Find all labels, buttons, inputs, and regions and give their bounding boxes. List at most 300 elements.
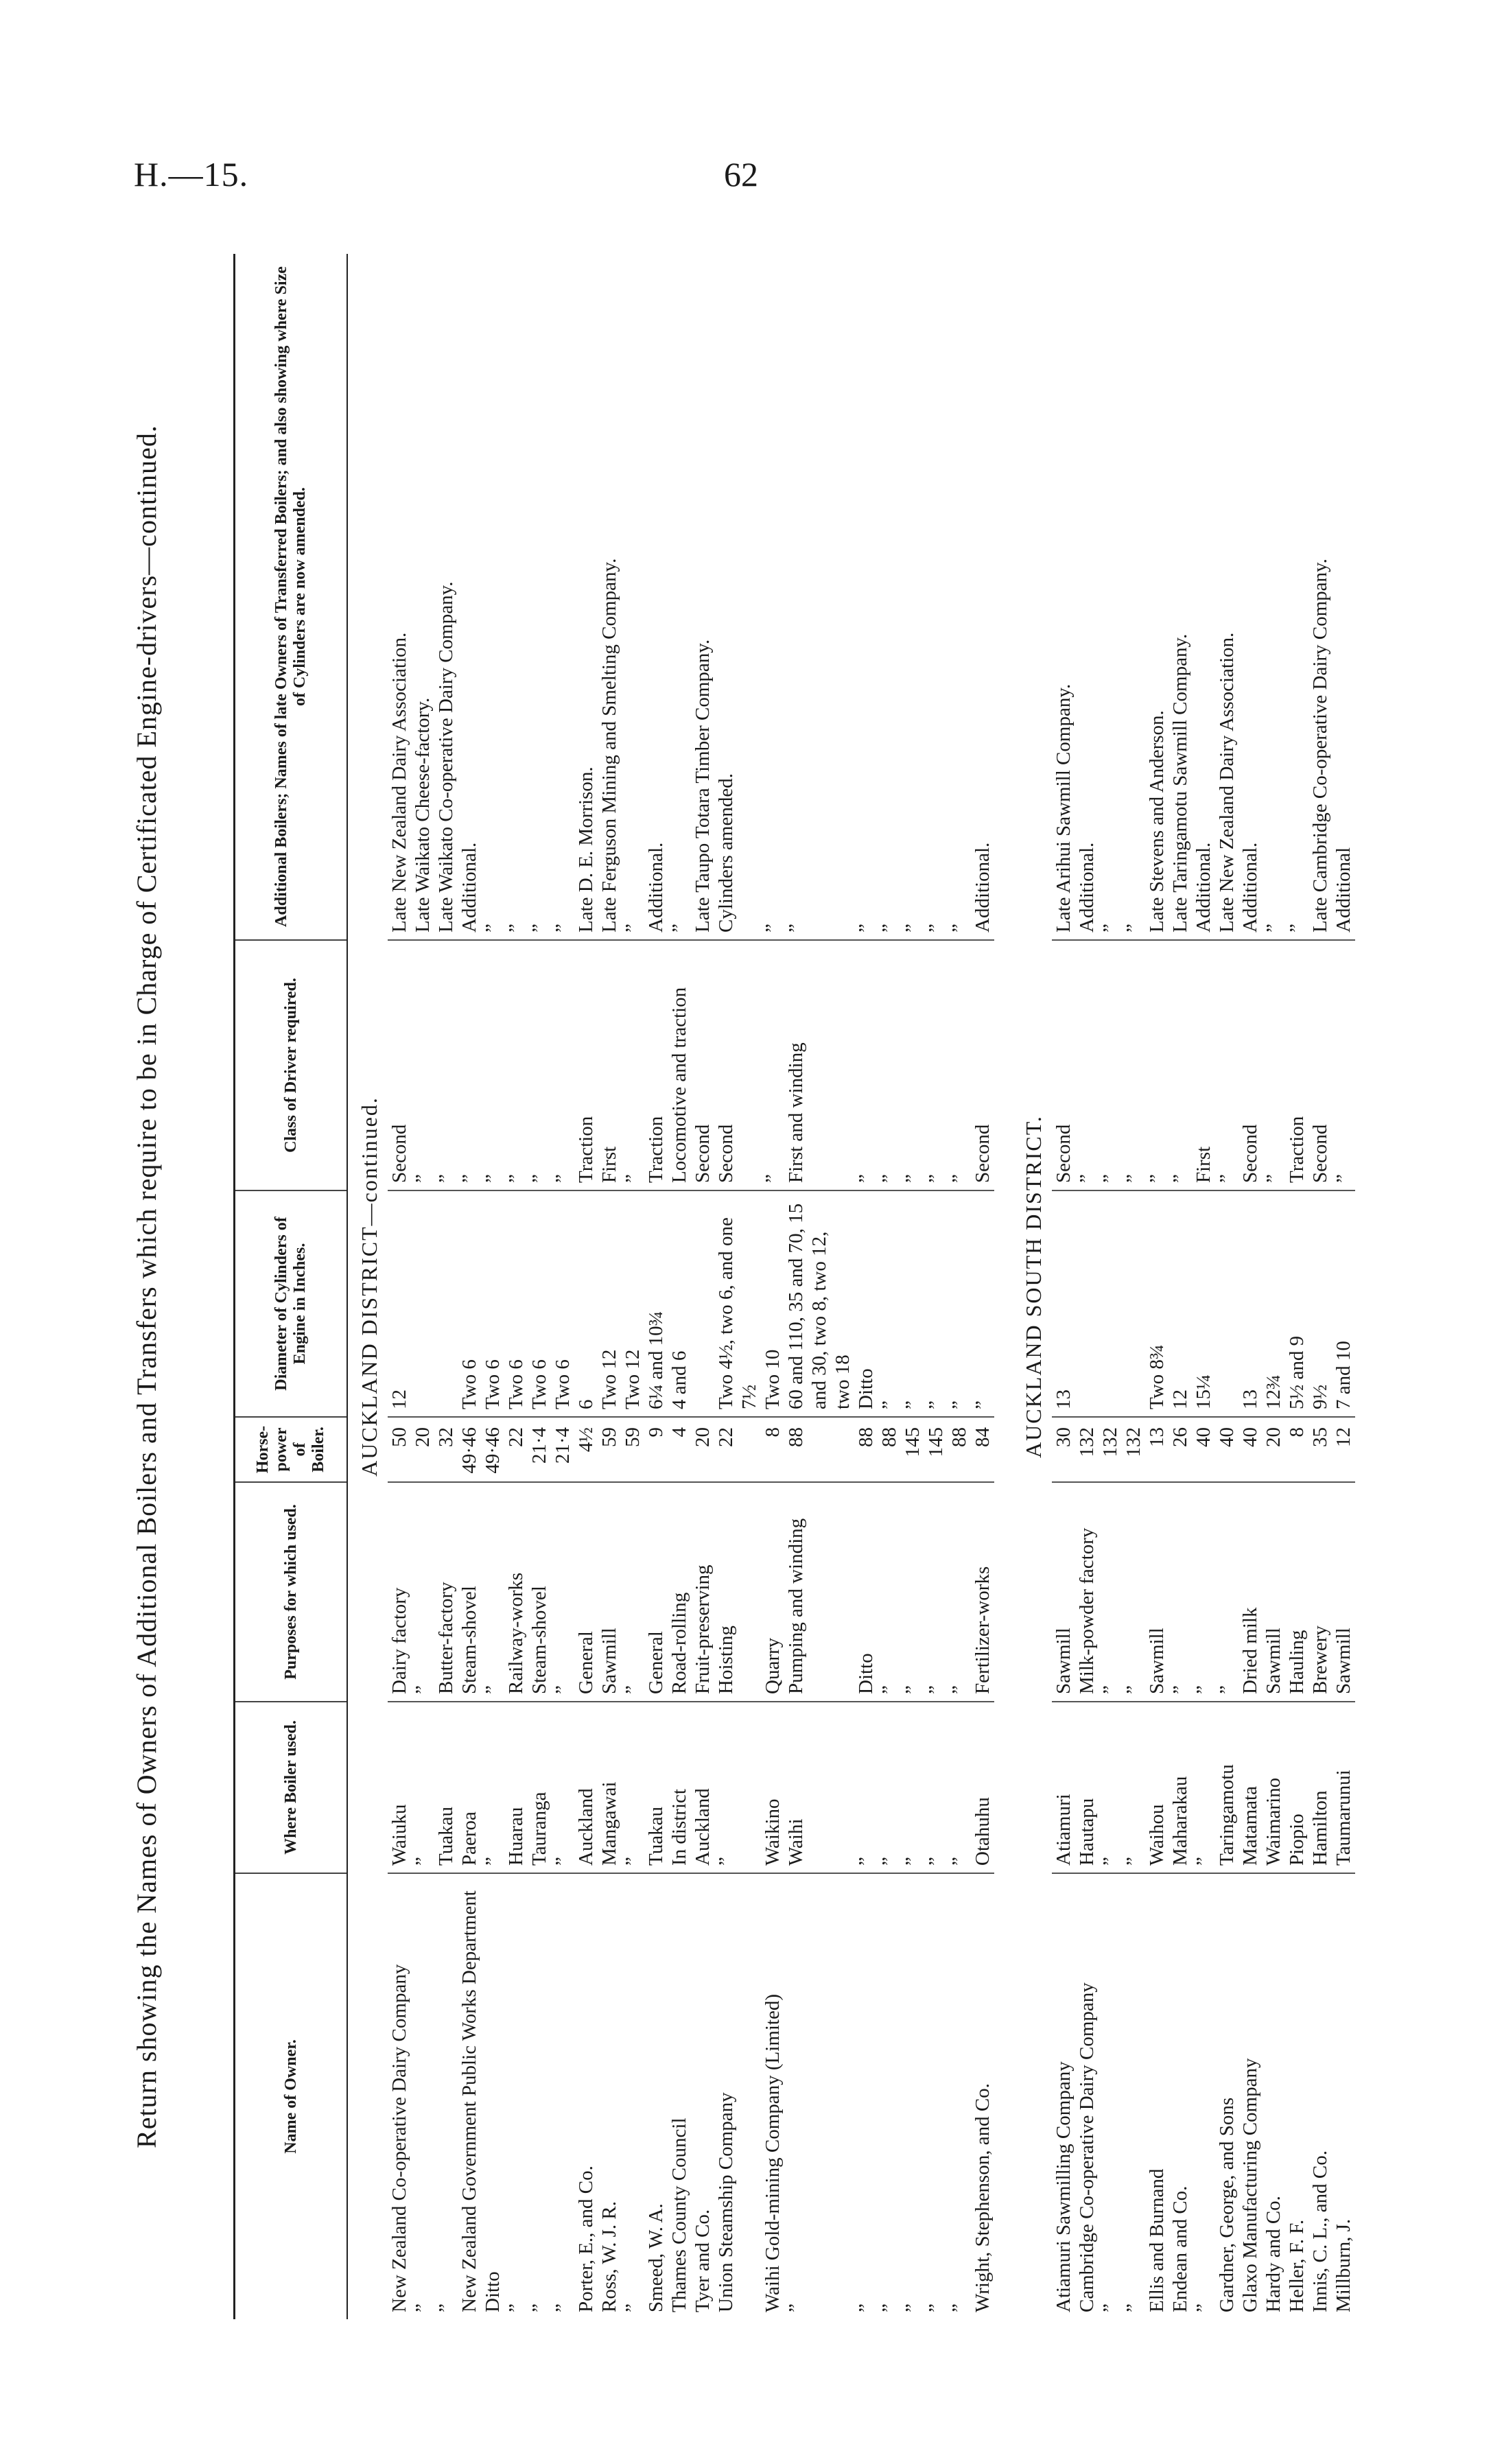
table-title: Return showing the Names of Owners of Additional Boilers and Transfers which require to be in Charge of Certificated Engine-drivers—continued. [131,425,162,2148]
driver-class-cell: First [598,940,621,1190]
cylinders-cell [434,1190,458,1417]
col-header-remarks: Additional Boilers; Names of late Owners of Transferred Boilers; and also showing where Size of Cylinders are now amended. [235,254,347,940]
horsepower-cell: 8 [761,1417,784,1482]
owner-cell: Porter, E., and Co. [574,1873,598,2319]
driver-class-cell: Traction [574,940,598,1190]
where-cell: In district [668,1702,691,1873]
driver-class-cell: ” [1262,940,1285,1190]
where-cell: Hamilton [1308,1702,1332,1873]
remarks-cell: Late New Zealand Dairy Association. [388,632,410,932]
remarks-cell: ” [505,924,527,932]
where-cell: ” [1122,1702,1145,1873]
cylinders-cell: ” [924,1190,948,1417]
cylinders-cell: Ditto [854,1190,878,1417]
purpose-cell: ” [1169,1482,1192,1702]
purpose-cell: General [644,1482,668,1702]
driver-class-cell: ” [924,940,948,1190]
table-row [1075,254,1099,2319]
table-row [528,254,551,2319]
table-row [504,254,528,2319]
purpose-cell: ” [411,1482,434,1702]
section-heading-row [1012,254,1052,2319]
section-title: AUCKLAND SOUTH DISTRICT. [1021,1115,1046,1458]
remarks-cell: Late Waikato Cheese-factory. [412,697,434,932]
driver-class-cell: Second [971,940,994,1190]
owner-cell: ” [1099,1873,1122,2319]
cylinders-cell: ” [948,1190,971,1417]
owner-cell: Ditto [481,1873,504,2319]
remarks-cell: ” [528,924,550,932]
purpose-cell: ” [878,1482,901,1702]
purpose-cell: Sawmill [1145,1482,1169,1702]
remarks-cell: Cylinders amended. [715,773,737,932]
driver-class-cell: ” [878,940,901,1190]
horsepower-cell: 88 [878,1417,901,1482]
page-number: 62 [724,155,758,193]
owner-cell: ” [411,1873,434,2319]
cylinders-cell: 15¼ [1192,1190,1215,1417]
cylinders-cell: 9½ [1308,1190,1332,1417]
cylinders-cell: Two 10 [761,1190,784,1417]
horsepower-cell: 22 [714,1417,761,1482]
cylinders-cell [1099,1190,1122,1417]
where-cell: Otahuhu [971,1702,994,1873]
owner-cell: ” [551,1873,574,2319]
cylinders-cell: ” [971,1190,994,1417]
owner-cell: ” [621,1873,644,2319]
driver-class-cell: Second [388,940,411,1190]
col-header-purpose: Purposes for which used. [235,1482,347,1702]
owner-cell: Thames County Council [668,1873,691,2319]
cylinders-cell [411,1190,434,1417]
cylinders-cell: 7 and 10 [1332,1190,1355,1417]
remarks-cell: ” [1286,924,1308,932]
cylinders-cell: ” [878,1190,901,1417]
remarks-cell: Late Taupo Totara Timber Company. [692,639,714,932]
driver-class-cell: ” [1215,940,1238,1190]
horsepower-cell: 132 [1075,1417,1099,1482]
owner-cell: ” [504,1873,528,2319]
where-cell: Waikino [761,1702,784,1873]
where-cell: ” [481,1702,504,1873]
where-cell: Matamata [1238,1702,1262,1873]
purpose-cell: ” [924,1482,948,1702]
remarks-cell: Late Arihui Sawmill Company. [1053,683,1075,932]
purpose-cell: ” [551,1482,574,1702]
cylinders-cell: Two 6 [481,1190,504,1417]
cylinders-cell: Two 6 [458,1190,481,1417]
horsepower-cell: 40 [1238,1417,1262,1482]
driver-class-cell: Second [691,940,714,1190]
horsepower-cell: 40 [1215,1417,1238,1482]
where-cell: Auckland [574,1702,598,1873]
purpose-cell: Sawmill [1262,1482,1285,1702]
purpose-cell: ” [481,1482,504,1702]
horsepower-cell: 49·46 [481,1417,504,1482]
owner-cell: Wright, Stephenson, and Co. [971,1873,994,2319]
where-cell: Waihi [784,1702,854,1873]
table-row [854,254,878,2319]
purpose-cell: Brewery [1308,1482,1332,1702]
driver-class-cell: Traction [1285,940,1308,1190]
table-row [1145,254,1169,2319]
driver-class-cell: ” [434,940,458,1190]
owner-cell: ” [854,1873,878,2319]
horsepower-cell: 9 [644,1417,668,1482]
cylinders-cell: 12¾ [1262,1190,1285,1417]
purpose-cell: ” [1122,1482,1145,1702]
remarks-cell: Late Taringamotu Sawmill Company. [1169,633,1191,932]
owner-cell: Tyer and Co. [691,1873,714,2319]
table-row [481,254,504,2319]
remarks-cell: Late Cambridge Co-operative Dairy Company. [1309,559,1331,932]
table-row [1285,254,1308,2319]
owner-cell: Cambridge Co-operative Dairy Company [1075,1873,1099,2319]
purpose-cell: Road-rolling [668,1482,691,1702]
table-row [878,254,901,2319]
where-cell: Tauranga [528,1702,551,1873]
where-cell: Paeroa [458,1702,481,1873]
horsepower-cell: 8 [1285,1417,1308,1482]
table-row [1238,254,1262,2319]
cylinders-cell [1122,1190,1145,1417]
purpose-cell: Fruit-preserving [691,1482,714,1702]
purpose-cell: ” [1215,1482,1238,1702]
driver-class-cell: First [1192,940,1215,1190]
driver-class-cell: ” [1099,940,1122,1190]
purpose-cell: Butter-factory [434,1482,458,1702]
cylinders-cell [1075,1190,1099,1417]
driver-class-cell: ” [504,940,528,1190]
driver-class-cell: ” [1169,940,1192,1190]
horsepower-cell: 30 [1052,1417,1075,1482]
remarks-cell: ” [902,924,924,932]
owner-cell: Hardy and Co. [1262,1873,1285,2319]
owner-cell: Endean and Co. [1169,1873,1192,2319]
cylinders-cell: 6 [574,1190,598,1417]
owner-cell: Ellis and Burnand [1145,1873,1169,2319]
cylinders-cell: 13 [1238,1190,1262,1417]
remarks-cell: ” [482,924,504,932]
cylinders-cell: Two 4½, two 6, and one 7½ [714,1190,761,1417]
owner-cell: ” [528,1873,551,2319]
remarks-cell: Additional. [458,842,480,932]
table-row [1122,254,1145,2319]
where-cell: Tuakau [434,1702,458,1873]
where-cell: Huarau [504,1702,528,1873]
where-cell: ” [924,1702,948,1873]
col-header-driver-class: Class of Driver required. [235,940,347,1190]
table-row [901,254,924,2319]
horsepower-cell: 132 [1122,1417,1145,1482]
where-cell: Tuakau [644,1702,668,1873]
table-row [1308,254,1332,2319]
owner-cell: Waihi Gold-mining Company (Limited) [761,1873,784,2319]
purpose-cell: ” [1099,1482,1122,1702]
where-cell: ” [411,1702,434,1873]
table-body [347,254,1355,2319]
purpose-cell: Milk-powder factory [1075,1482,1099,1702]
driver-class-cell: Traction [644,940,668,1190]
table-row [551,254,574,2319]
where-cell: Auckland [691,1702,714,1873]
remarks-cell: ” [925,924,947,932]
table-row [668,254,691,2319]
remarks-cell: ” [1263,924,1284,932]
returns-table-wrapper [233,254,1355,2319]
purpose-cell: Dried milk [1238,1482,1262,1702]
purpose-cell: Sawmill [598,1482,621,1702]
cylinders-cell: 60 and 110, 35 and 70, 15 and 30, two 8, two 12, two 18 [784,1190,854,1417]
cylinders-cell: Two 6 [551,1190,574,1417]
purpose-cell: Steam-shovel [458,1482,481,1702]
section-heading-row [347,254,388,2319]
owner-cell: Innis, C. L., and Co. [1308,1873,1332,2319]
owner-cell: ” [1122,1873,1145,2319]
header-row [235,254,347,2319]
remarks-cell: Additional. [1076,842,1098,932]
horsepower-cell: 20 [411,1417,434,1482]
table-row [1169,254,1192,2319]
remarks-cell: Late Waikato Co-operative Dairy Company. [435,581,457,932]
purpose-cell: Railway-works [504,1482,528,1702]
purpose-cell: General [574,1482,598,1702]
where-cell: Waihou [1145,1702,1169,1873]
owner-cell: ” [878,1873,901,2319]
horsepower-cell: 20 [691,1417,714,1482]
where-cell: Waimarino [1262,1702,1285,1873]
table-row [388,254,411,2319]
owner-cell: ” [901,1873,924,2319]
cylinders-cell: Two 12 [621,1190,644,1417]
purpose-cell: Sawmill [1332,1482,1355,1702]
cylinders-cell: Two 6 [504,1190,528,1417]
remarks-cell: Additional. [1193,842,1214,932]
owner-cell: Glaxo Manufacturing Company [1238,1873,1262,2319]
where-cell: Waiuku [388,1702,411,1873]
purpose-cell: Hoisting [714,1482,761,1702]
driver-class-cell: First and winding [784,940,854,1190]
table-row [1052,254,1075,2319]
driver-class-cell: ” [551,940,574,1190]
where-cell: Maharakau [1169,1702,1192,1873]
cylinders-cell: 6¼ and 10¾ [644,1190,668,1417]
purpose-cell: Fertilizer-works [971,1482,994,1702]
remarks-cell: Late New Zealand Dairy Association. [1216,632,1238,932]
cylinders-cell: 12 [1169,1190,1192,1417]
rotated-table-block [130,254,1359,2319]
owner-cell: New Zealand Government Public Works Department [458,1873,481,2319]
document-code: H.—15. [134,155,249,193]
owner-cell: ” [924,1873,948,2319]
table-row [784,254,854,2319]
horsepower-cell: 132 [1099,1417,1122,1482]
col-header-horsepower: Horse-power of Boiler. [235,1417,347,1482]
remarks-cell: Late D. E. Morrison. [575,766,597,932]
col-header-where: Where Boiler used. [235,1702,347,1873]
remarks-cell: Additional. [1239,842,1261,932]
table-row [971,254,994,2319]
where-cell: Piopio [1285,1702,1308,1873]
purpose-cell: ” [901,1482,924,1702]
remarks-cell: ” [855,924,877,932]
where-cell: ” [1192,1702,1215,1873]
where-cell: ” [551,1702,574,1873]
driver-class-cell: Second [1308,940,1332,1190]
horsepower-cell: 4 [668,1417,691,1482]
col-header-owner: Name of Owner. [235,1873,347,2319]
table-row [714,254,761,2319]
table-row [948,254,971,2319]
where-cell: Atiamuri [1052,1702,1075,1873]
driver-class-cell: Second [714,940,761,1190]
owner-cell: Heller, F. F. [1285,1873,1308,2319]
returns-table [235,254,1355,2319]
table-row [924,254,948,2319]
remarks-cell: ” [878,924,900,932]
remarks-cell: ” [1123,924,1144,932]
table-row [1262,254,1285,2319]
remarks-cell: ” [552,924,574,932]
horsepower-cell: 88 [948,1417,971,1482]
horsepower-cell: 35 [1308,1417,1332,1482]
remarks-cell: Additional [1332,847,1354,932]
horsepower-cell: 49·46 [458,1417,481,1482]
purpose-cell: Dairy factory [388,1482,411,1702]
driver-class-cell: ” [901,940,924,1190]
purpose-cell: Sawmill [1052,1482,1075,1702]
remarks-cell: ” [948,924,970,932]
where-cell: Taringamotu [1215,1702,1238,1873]
remarks-cell: Late Ferguson Mining and Smelting Company. [598,558,620,932]
where-cell: ” [1099,1702,1122,1873]
table-row [434,254,458,2319]
purpose-cell: ” [948,1482,971,1702]
horsepower-cell: 84 [971,1417,994,1482]
remarks-cell: ” [762,924,784,932]
table-row [598,254,621,2319]
owner-cell: New Zealand Co-operative Dairy Company [388,1873,411,2319]
spacer-row [994,254,1012,2319]
horsepower-cell: 40 [1192,1417,1215,1482]
driver-class-cell: ” [1332,940,1355,1190]
horsepower-cell: 22 [504,1417,528,1482]
purpose-cell: ” [621,1482,644,1702]
purpose-cell: Hauling [1285,1482,1308,1702]
where-cell: ” [621,1702,644,1873]
owner-cell: ” [434,1873,458,2319]
where-cell: Taumarunui [1332,1702,1355,1873]
horsepower-cell: 88 [854,1417,878,1482]
table-row [1099,254,1122,2319]
remarks-cell: Additional. [972,842,994,932]
owner-cell: ” [948,1873,971,2319]
col-header-cylinders: Diameter of Cylinders of Engine in Inches. [235,1190,347,1417]
owner-cell: Ross, W. J. R. [598,1873,621,2319]
cylinders-cell: ” [901,1190,924,1417]
owner-cell: Millburn, J. [1332,1873,1355,2319]
driver-class-cell: ” [1122,940,1145,1190]
driver-class-cell: ” [528,940,551,1190]
cylinders-cell: Two 12 [598,1190,621,1417]
driver-class-cell: Second [1052,940,1075,1190]
owner-cell: ” [784,1873,854,2319]
table-row [411,254,434,2319]
horsepower-cell: 145 [901,1417,924,1482]
cylinders-cell: 12 [388,1190,411,1417]
cylinders-cell: Two 8¾ [1145,1190,1169,1417]
where-cell: ” [878,1702,901,1873]
driver-class-cell: ” [948,940,971,1190]
owner-cell: Atiamuri Sawmilling Company [1052,1873,1075,2319]
table-row [1332,254,1355,2319]
driver-class-cell: ” [621,940,644,1190]
table-row [644,254,668,2319]
cylinders-cell [691,1190,714,1417]
cylinders-cell [1215,1190,1238,1417]
cylinders-cell: 5½ and 9 [1285,1190,1308,1417]
table-row [458,254,481,2319]
remarks-cell: Late Stevens and Anderson. [1146,710,1168,932]
purpose-cell: ” [1192,1482,1215,1702]
where-cell: Mangawai [598,1702,621,1873]
horsepower-cell: 21·4 [528,1417,551,1482]
driver-class-cell: Second [1238,940,1262,1190]
remarks-cell: ” [668,924,690,932]
owner-cell: Gardner, George, and Sons [1215,1873,1238,2319]
cylinders-cell: 4 and 6 [668,1190,691,1417]
horsepower-cell: 26 [1169,1417,1192,1482]
spacer-cell [994,254,1012,2319]
remarks-cell: ” [622,924,644,932]
horsepower-cell: 59 [598,1417,621,1482]
where-cell: Hautapu [1075,1702,1099,1873]
table-row [691,254,714,2319]
driver-class-cell: ” [761,940,784,1190]
table-row [1215,254,1238,2319]
where-cell: ” [901,1702,924,1873]
horsepower-cell: 20 [1262,1417,1285,1482]
owner-cell: Union Steamship Company [714,1873,761,2319]
purpose-cell: Ditto [854,1482,878,1702]
table-row [574,254,598,2319]
horsepower-cell: 21·4 [551,1417,574,1482]
horsepower-cell: 50 [388,1417,411,1482]
purpose-cell: Quarry [761,1482,784,1702]
driver-class-cell: ” [458,940,481,1190]
horsepower-cell: 88 [784,1417,854,1482]
where-cell: ” [714,1702,761,1873]
purpose-cell: Pumping and winding [784,1482,854,1702]
owner-cell: Smeed, W. A. [644,1873,668,2319]
driver-class-cell: ” [854,940,878,1190]
driver-class-cell: ” [1145,940,1169,1190]
owner-cell: ” [1192,1873,1215,2319]
cylinders-cell: Two 6 [528,1190,551,1417]
horsepower-cell: 4½ [574,1417,598,1482]
section-title: AUCKLAND DISTRICT—continued. [357,1096,381,1477]
horsepower-cell: 59 [621,1417,644,1482]
table-row [621,254,644,2319]
driver-class-cell: ” [411,940,434,1190]
driver-class-cell: ” [481,940,504,1190]
table-row [761,254,784,2319]
horsepower-cell: 145 [924,1417,948,1482]
purpose-cell: Steam-shovel [528,1482,551,1702]
horsepower-cell: 12 [1332,1417,1355,1482]
remarks-cell: Additional. [645,842,667,932]
table-row [1192,254,1215,2319]
